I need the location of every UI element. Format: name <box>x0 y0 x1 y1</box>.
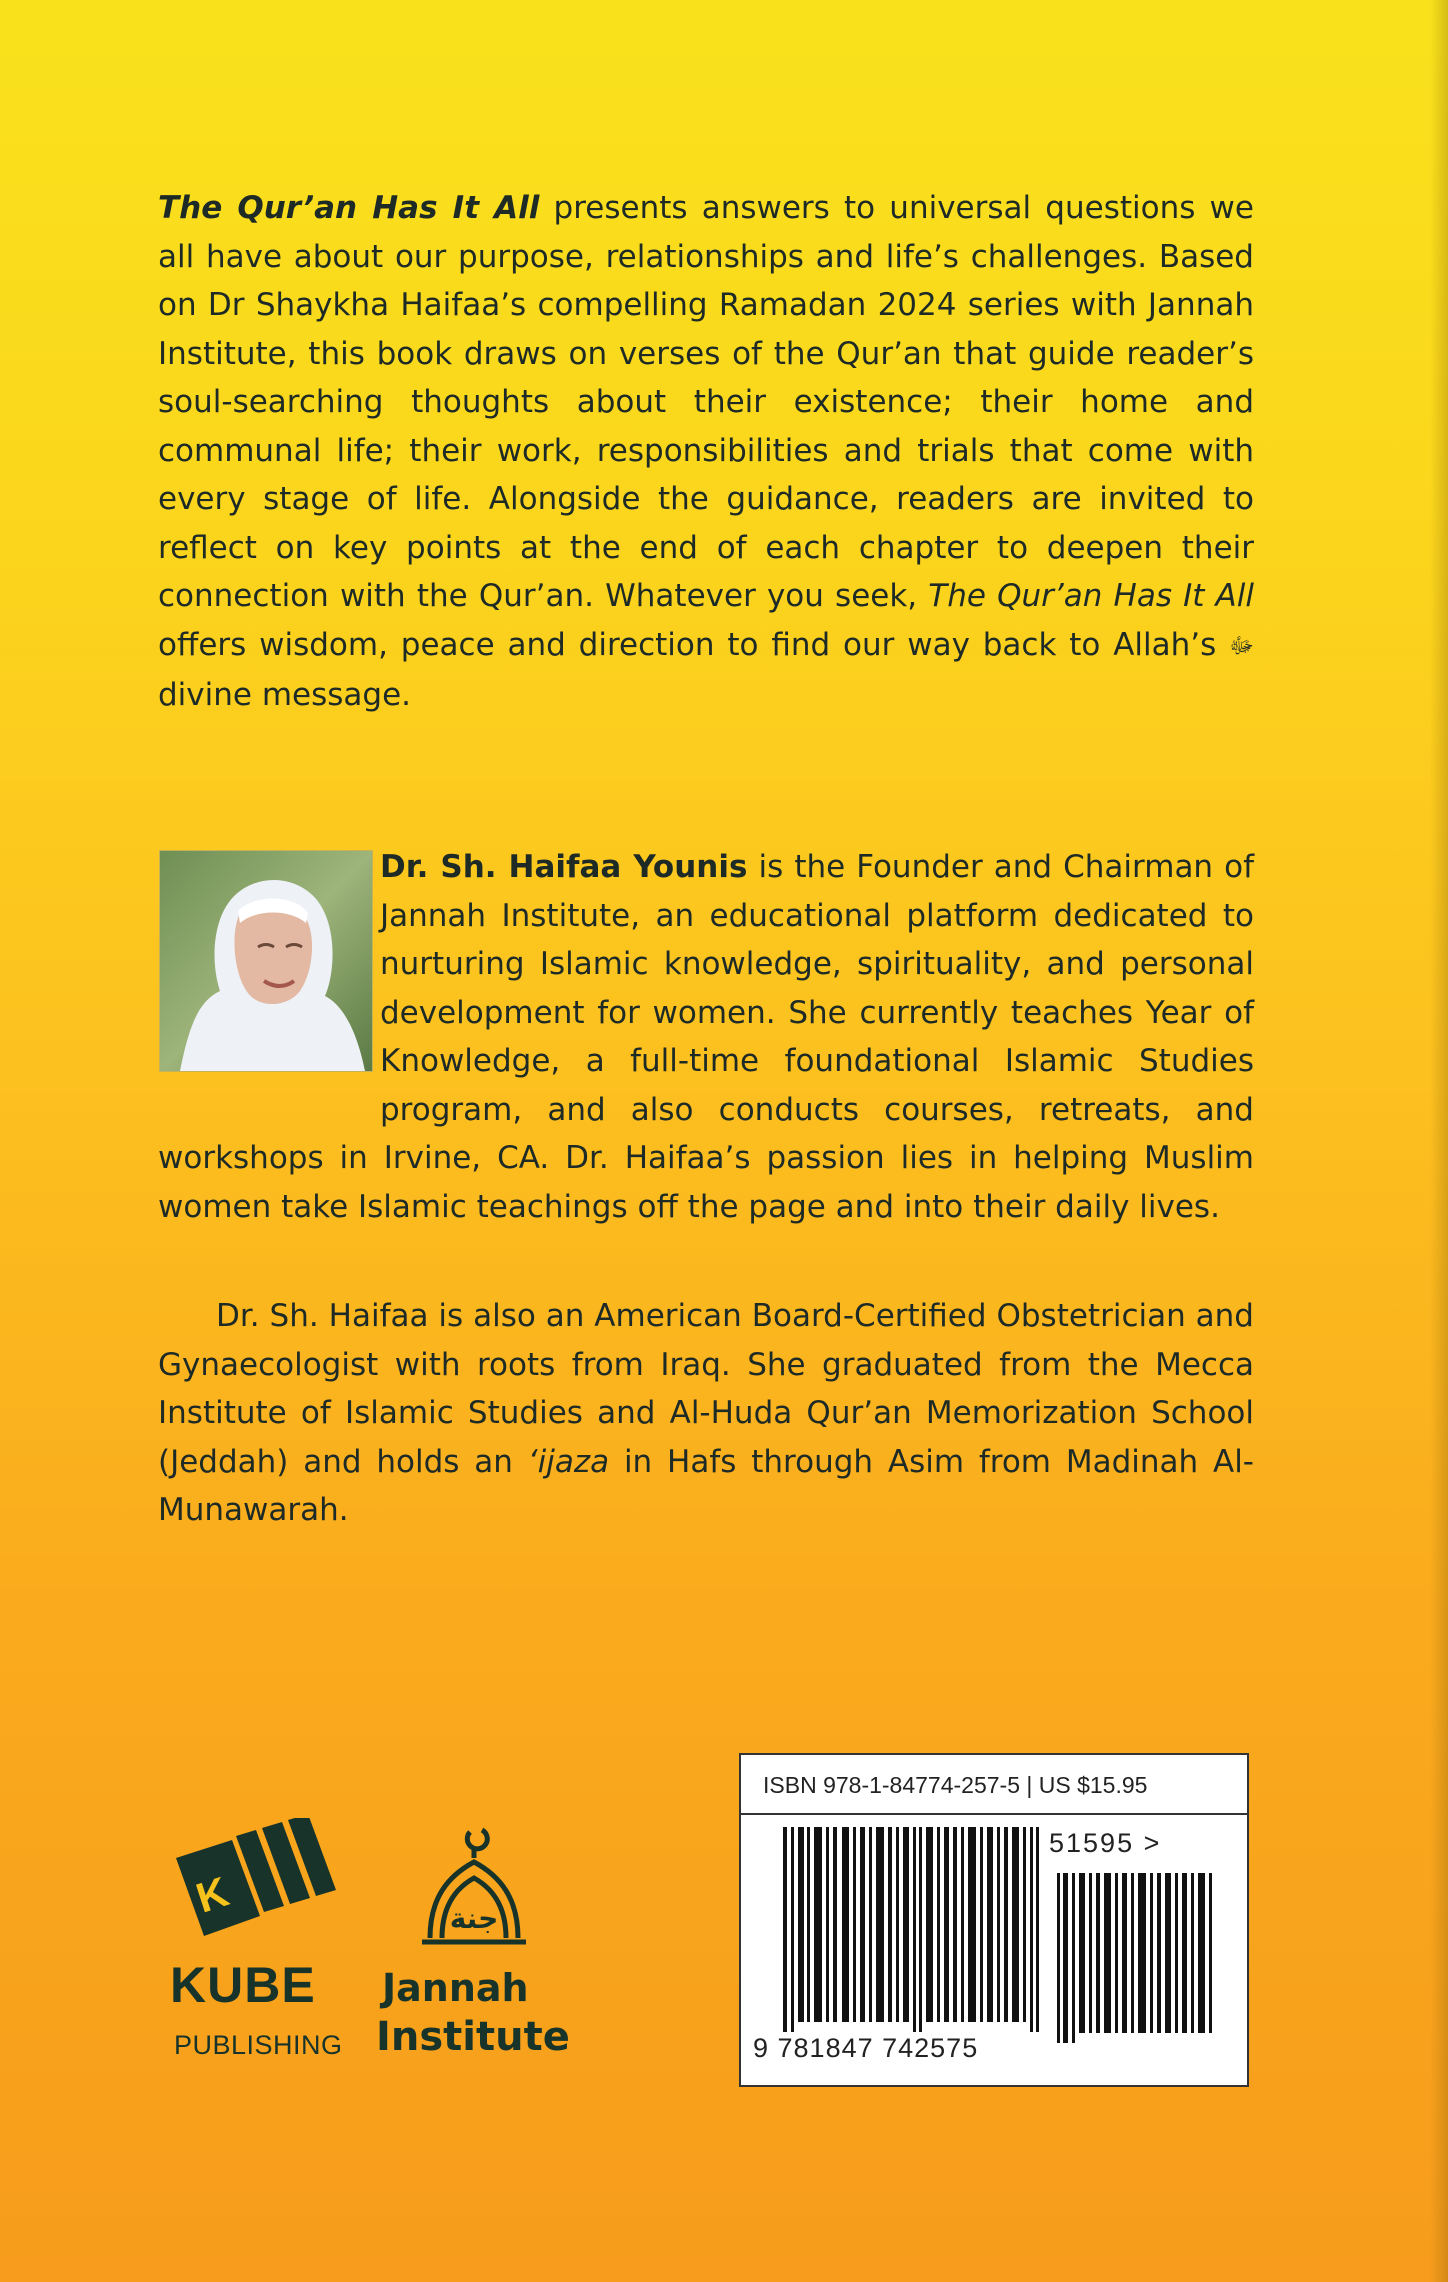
book-blurb <box>158 184 1254 720</box>
author-bio-paragraph-2 <box>158 1292 1254 1535</box>
kube-subtitle: PUBLISHING <box>174 2030 343 2060</box>
publisher-logos <box>170 1818 590 2088</box>
blurb-book-title: The Qur’an Has It All <box>158 190 540 226</box>
author-bio <box>158 843 1254 1231</box>
bio-2-ijaza: ‘ijaza <box>527 1443 610 1480</box>
spine-edge-shadow <box>1430 0 1448 2282</box>
bio-2-text: Dr. Sh. Haifaa is also an American Board-Certified Obstetrician and Gynaecologist with roots from Iraq. She graduated from the Mecca Institute of Islamic Studies and Al-Huda Qur’an Memorization School (Jeddah) and holds an <box>158 1298 1254 1480</box>
portrait-spacer <box>158 843 380 1119</box>
jannah-dome-icon <box>408 1818 558 1968</box>
kube-logo-icon <box>170 1818 350 1958</box>
blurb-text-2: offers wisdom, peace and direction to find our way back to Allah’s <box>158 626 1230 663</box>
jannah-name: Jannah <box>382 1966 529 2010</box>
blurb-text: presents answers to universal questions we all have about our purpose, relationships and life’s challenges. Based on Dr Shaykha Haifaa’s compelling Ramadan 2024 series with Jannah Institute, this book draws on verses of the Qur’an that guide reader’s soul-searching thoughts about their existence; their home and communal life; their work, responsibilities and trials that come with every stage of life. Alongside the guidance, readers are invited to reflect on key points at the end of each chapter to deepen their connection with the Qur’an. Whatever you seek, <box>158 190 1254 614</box>
ean-digits: 9 781847 742575 <box>753 2033 979 2063</box>
honorific-glyph: ﷻ <box>1229 633 1254 659</box>
author-bio-paragraph-1: is the Founder and Chairman of Jannah Institute, an educational platform dedicated to nurturing Islamic knowledge, spirituality, and personal development for women. She currently teaches Year of Knowledge, a full-time foundational Islamic Studies program, and also conducts courses, retreats, and workshops in Irvine, CA. Dr. Haifaa’s passion lies in helping Muslim women take Islamic teachings off the page and into their daily lives. <box>158 849 1255 1225</box>
isbn-price-line: ISBN 978-1-84774-257-5 | US $15.95 <box>741 1755 1247 1815</box>
author-name: Dr. Sh. Haifaa Younis <box>380 849 748 885</box>
bio-2-text-end: in Hafs through Asim from Madinah Al-Munawarah. <box>158 1443 1254 1528</box>
price-addon-code: 51595 > <box>1049 1828 1162 1858</box>
barcode-box <box>739 1753 1249 2087</box>
kube-name: KUBE <box>170 1957 316 2013</box>
jannah-institute-word: Institute <box>376 2014 570 2060</box>
blurb-text-3: divine message. <box>158 677 411 713</box>
jannah-emblem-text: جنة <box>449 1902 499 1935</box>
blurb-book-title-inline: The Qur’an Has It All <box>928 578 1254 614</box>
kube-letter: K <box>190 1867 234 1922</box>
